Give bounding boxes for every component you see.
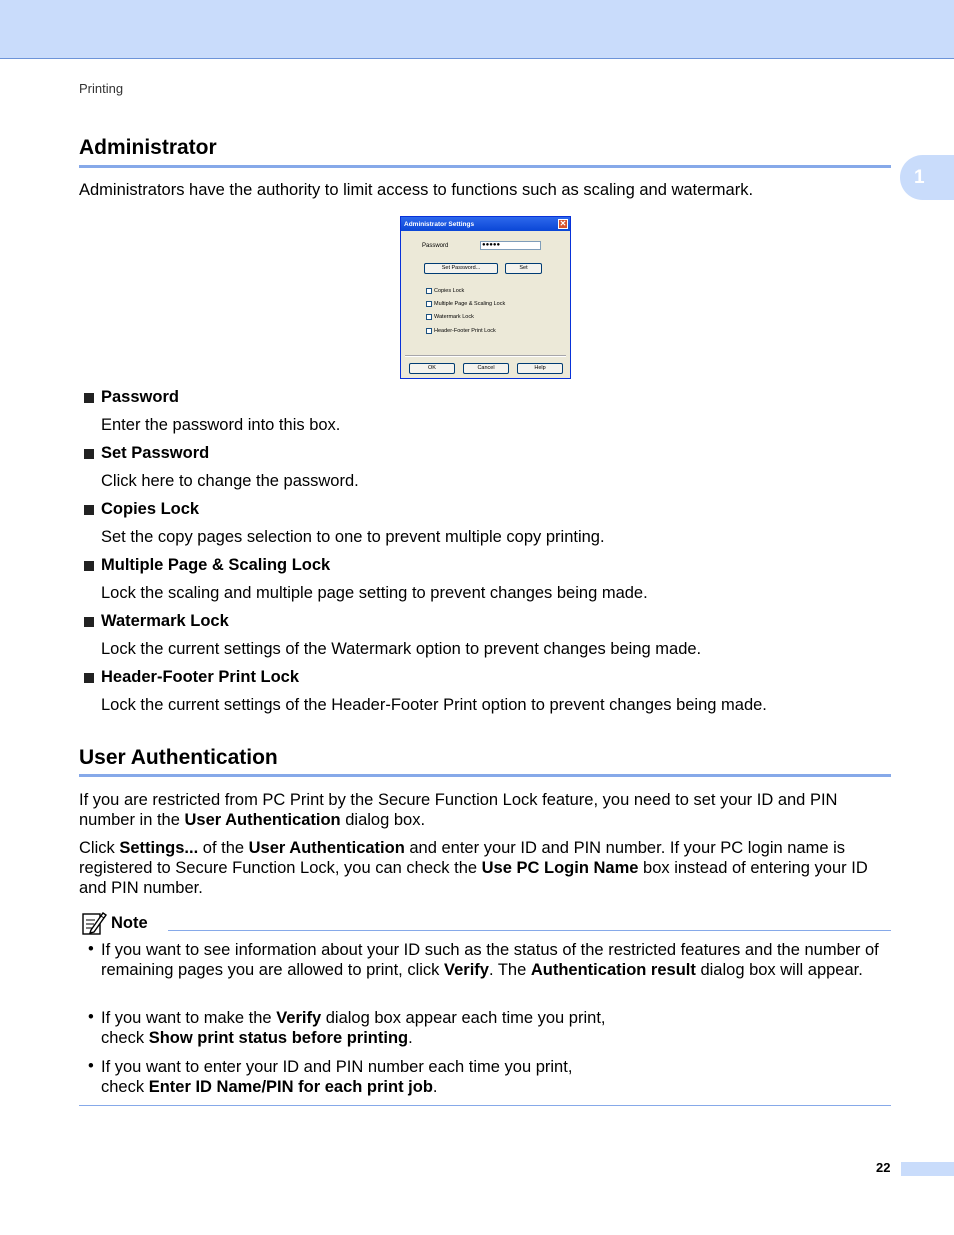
checkbox-label: Multiple Page & Scaling Lock	[434, 301, 506, 307]
bullet-square-icon	[84, 449, 94, 459]
running-head: Printing	[79, 81, 124, 96]
paragraph: If you are restricted from PC Print by the Secure Function Lock feature, you need to set your ID and PIN number in the User Authentication dialog box.	[79, 791, 838, 829]
header-footer-lock-checkbox[interactable]	[426, 328, 496, 334]
definition-desc: Enter the password into this box.	[101, 416, 341, 434]
section-title-user-authentication: User Authentication	[79, 746, 278, 769]
watermark-lock-checkbox[interactable]	[426, 314, 474, 320]
note-bullet: If you want to make the Verify dialog box appear each time you print, check Show print status before printing.	[101, 1009, 606, 1047]
checkbox-box[interactable]	[426, 314, 432, 320]
bullet-square-icon	[84, 393, 94, 403]
dialog-separator	[405, 355, 566, 357]
definition-term	[84, 556, 330, 575]
note-rule	[168, 930, 891, 931]
bullet-square-icon	[84, 617, 94, 627]
bullet-dot: •	[88, 1008, 94, 1026]
dialog-title: Administrator Settings	[404, 220, 475, 228]
bullet-square-icon	[84, 561, 94, 571]
password-label: Password	[422, 243, 449, 249]
checkbox-label: Watermark Lock	[434, 314, 474, 320]
bullet-square-icon	[84, 673, 94, 683]
section-title-administrator: Administrator	[79, 136, 217, 159]
scaling-lock-checkbox[interactable]	[426, 301, 505, 307]
term-label: Watermark Lock	[101, 612, 229, 630]
set-password-button[interactable]: Set Password...	[424, 263, 498, 274]
note-pencil-icon	[81, 910, 107, 936]
term-label: Password	[101, 388, 179, 406]
chapter-tab	[900, 155, 954, 200]
bullet-dot: •	[88, 940, 94, 958]
term-label: Multiple Page & Scaling Lock	[101, 556, 331, 574]
definition-term	[84, 612, 229, 631]
definition-desc: Lock the current settings of the Watermark option to prevent changes being made.	[101, 640, 702, 658]
term-label: Set Password	[101, 444, 210, 462]
ok-button[interactable]: OK	[409, 363, 455, 374]
note-header	[81, 910, 148, 936]
note-bullet: If you want to see information about your ID such as the status of the restricted features and the number of remaining pages you are allowed to print, click Verify. The Authentication result dialog box will appear.	[101, 941, 879, 979]
term-label: Header-Footer Print Lock	[101, 668, 300, 686]
definition-desc: Click here to change the password.	[101, 472, 359, 490]
bullet-dot: •	[88, 1057, 94, 1075]
term-label: Copies Lock	[101, 500, 200, 518]
note-label: Note	[111, 913, 148, 932]
cancel-button[interactable]: Cancel	[463, 363, 509, 374]
footer-tab	[901, 1162, 954, 1176]
definition-desc: Set the copy pages selection to one to prevent multiple copy printing.	[101, 528, 605, 546]
help-button[interactable]: Help	[517, 363, 563, 374]
copies-lock-checkbox[interactable]	[426, 288, 464, 294]
set-button[interactable]: Set	[505, 263, 542, 274]
definition-term	[84, 500, 199, 519]
section-intro: Administrators have the authority to limit access to functions such as scaling and watermark.	[79, 181, 754, 199]
checkbox-box[interactable]	[426, 288, 432, 294]
dialog-titlebar	[401, 217, 570, 231]
checkbox-box[interactable]	[426, 328, 432, 334]
definition-term	[84, 668, 299, 687]
header-band	[0, 0, 954, 59]
definition-term	[84, 444, 209, 463]
bullet-square-icon	[84, 505, 94, 515]
section-rule	[79, 774, 891, 777]
note-bullet: If you want to enter your ID and PIN number each time you print, check Enter ID Name/PIN for each print job.	[101, 1058, 573, 1096]
password-field[interactable]: ●●●●●	[480, 241, 541, 250]
section-rule	[79, 165, 891, 168]
page-number: 22	[876, 1160, 891, 1175]
administrator-settings-dialog	[400, 216, 571, 379]
chapter-number: 1	[914, 166, 925, 188]
paragraph: Click Settings... of the User Authentication and enter your ID and PIN number. If your PC login name is registered to Secure Function Lock, you can check the Use PC Login Name box instead of entering your ID and PIN number.	[79, 839, 868, 897]
definition-desc: Lock the scaling and multiple page setting to prevent changes being made.	[101, 584, 648, 602]
definition-desc: Lock the current settings of the Header-Footer Print option to prevent changes being made.	[101, 696, 767, 714]
checkbox-box[interactable]	[426, 301, 432, 307]
note-bottom-rule	[79, 1105, 891, 1106]
definition-term	[84, 388, 179, 407]
checkbox-label: Header-Footer Print Lock	[434, 328, 496, 334]
close-icon[interactable]: ✕	[559, 219, 567, 228]
checkbox-label: Copies Lock	[434, 288, 465, 294]
